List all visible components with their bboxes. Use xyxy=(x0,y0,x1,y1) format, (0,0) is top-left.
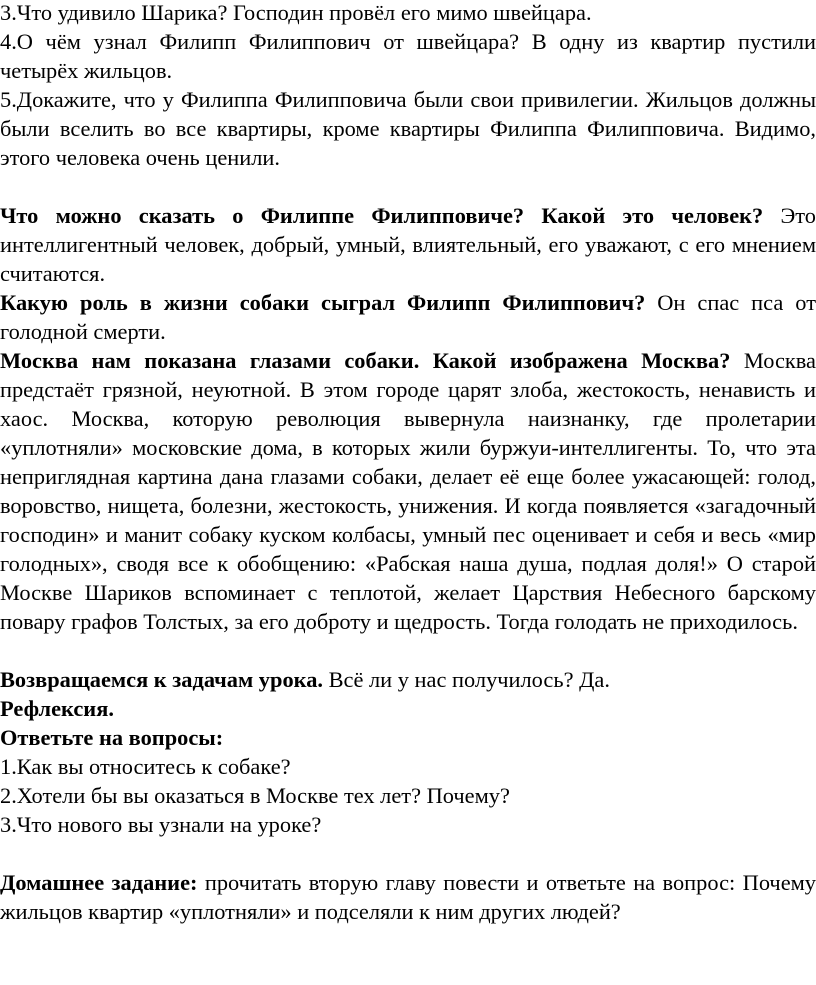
reflection-question-3: 3.Что нового вы узнали на уроке? xyxy=(0,812,322,837)
reflection-heading: Рефлексия. xyxy=(0,696,114,721)
homework-label: Домашнее задание: xyxy=(0,870,198,895)
spacer xyxy=(0,636,816,665)
qa-character xyxy=(0,201,816,288)
return-heading: Возвращаемся к задачам урока. xyxy=(0,667,323,692)
question-3: 3.Что удивило Шарика? Господин провёл его мимо швейцара. xyxy=(0,0,592,25)
spacer xyxy=(0,839,816,868)
return-text: Всё ли у нас получилось? Да. xyxy=(323,667,610,692)
question-5: 5.Докажите, что у Филиппа Филипповича были свои привилегии. Жильцов должны были вселить во все квартиры, кроме квартиры Филиппа Филипповича. Видимо, этого человека очень ценили. xyxy=(0,87,816,170)
return-to-goals xyxy=(0,665,816,694)
reflection-subheading: Ответьте на вопросы: xyxy=(0,725,224,750)
qa-question: Что можно сказать о Филиппе Филипповиче? Какой это человек? xyxy=(0,203,764,228)
qa-question: Москва нам показана глазами собаки. Какой изображена Москва? xyxy=(0,348,731,373)
qa-moscow xyxy=(0,346,816,636)
reflection-question-1: 1.Как вы относитесь к собаке? xyxy=(0,754,291,779)
spacer xyxy=(0,172,816,201)
question-4: 4.О чём узнал Филипп Филиппович от швейцара? В одну из квартир пустили четырёх жильцов. xyxy=(0,29,816,83)
qa-answer: Он спас пса от голодной смерти. xyxy=(0,290,816,344)
qa-answer: Москва предстаёт грязной, неуютной. В этом городе царят злоба, жестокость, ненависть и хаос. Москва, которую революция вывернула наизнанку, где пролетарии «уплотняли» московские дома, в которых жили буржуи-интеллигенты. То, что эта неприглядная картина дана глазами собаки, делает её еще более ужасающей: голод, воровство, нищета, болезни, жестокость, унижения. И когда появляется «загадочный господин» и манит собаку куском колбасы, умный пес оценивает и себя и весь «мир голодных», сводя все к обобщению: «Рабская наша душа, подлая доля!» О старой Москве Шариков вспоминает с теплотой, желает Царствия Небесного барскому повару графов Толстых, за его доброту и щедрость. Тогда голодать не приходилось. xyxy=(0,348,816,634)
qa-role xyxy=(0,288,816,346)
reflection-question-2: 2.Хотели бы вы оказаться в Москве тех лет? Почему? xyxy=(0,783,510,808)
homework-text: прочитать вторую главу повести и ответьте на вопрос: Почему жильцов квартир «уплотняли» и подселяли к ним других людей? xyxy=(0,870,816,924)
qa-question: Какую роль в жизни собаки сыграл Филипп Филиппович? xyxy=(0,290,646,315)
homework xyxy=(0,868,816,926)
qa-answer: Это интеллигентный человек, добрый, умный, влиятельный, его уважают, с его мнением считаются. xyxy=(0,203,816,286)
